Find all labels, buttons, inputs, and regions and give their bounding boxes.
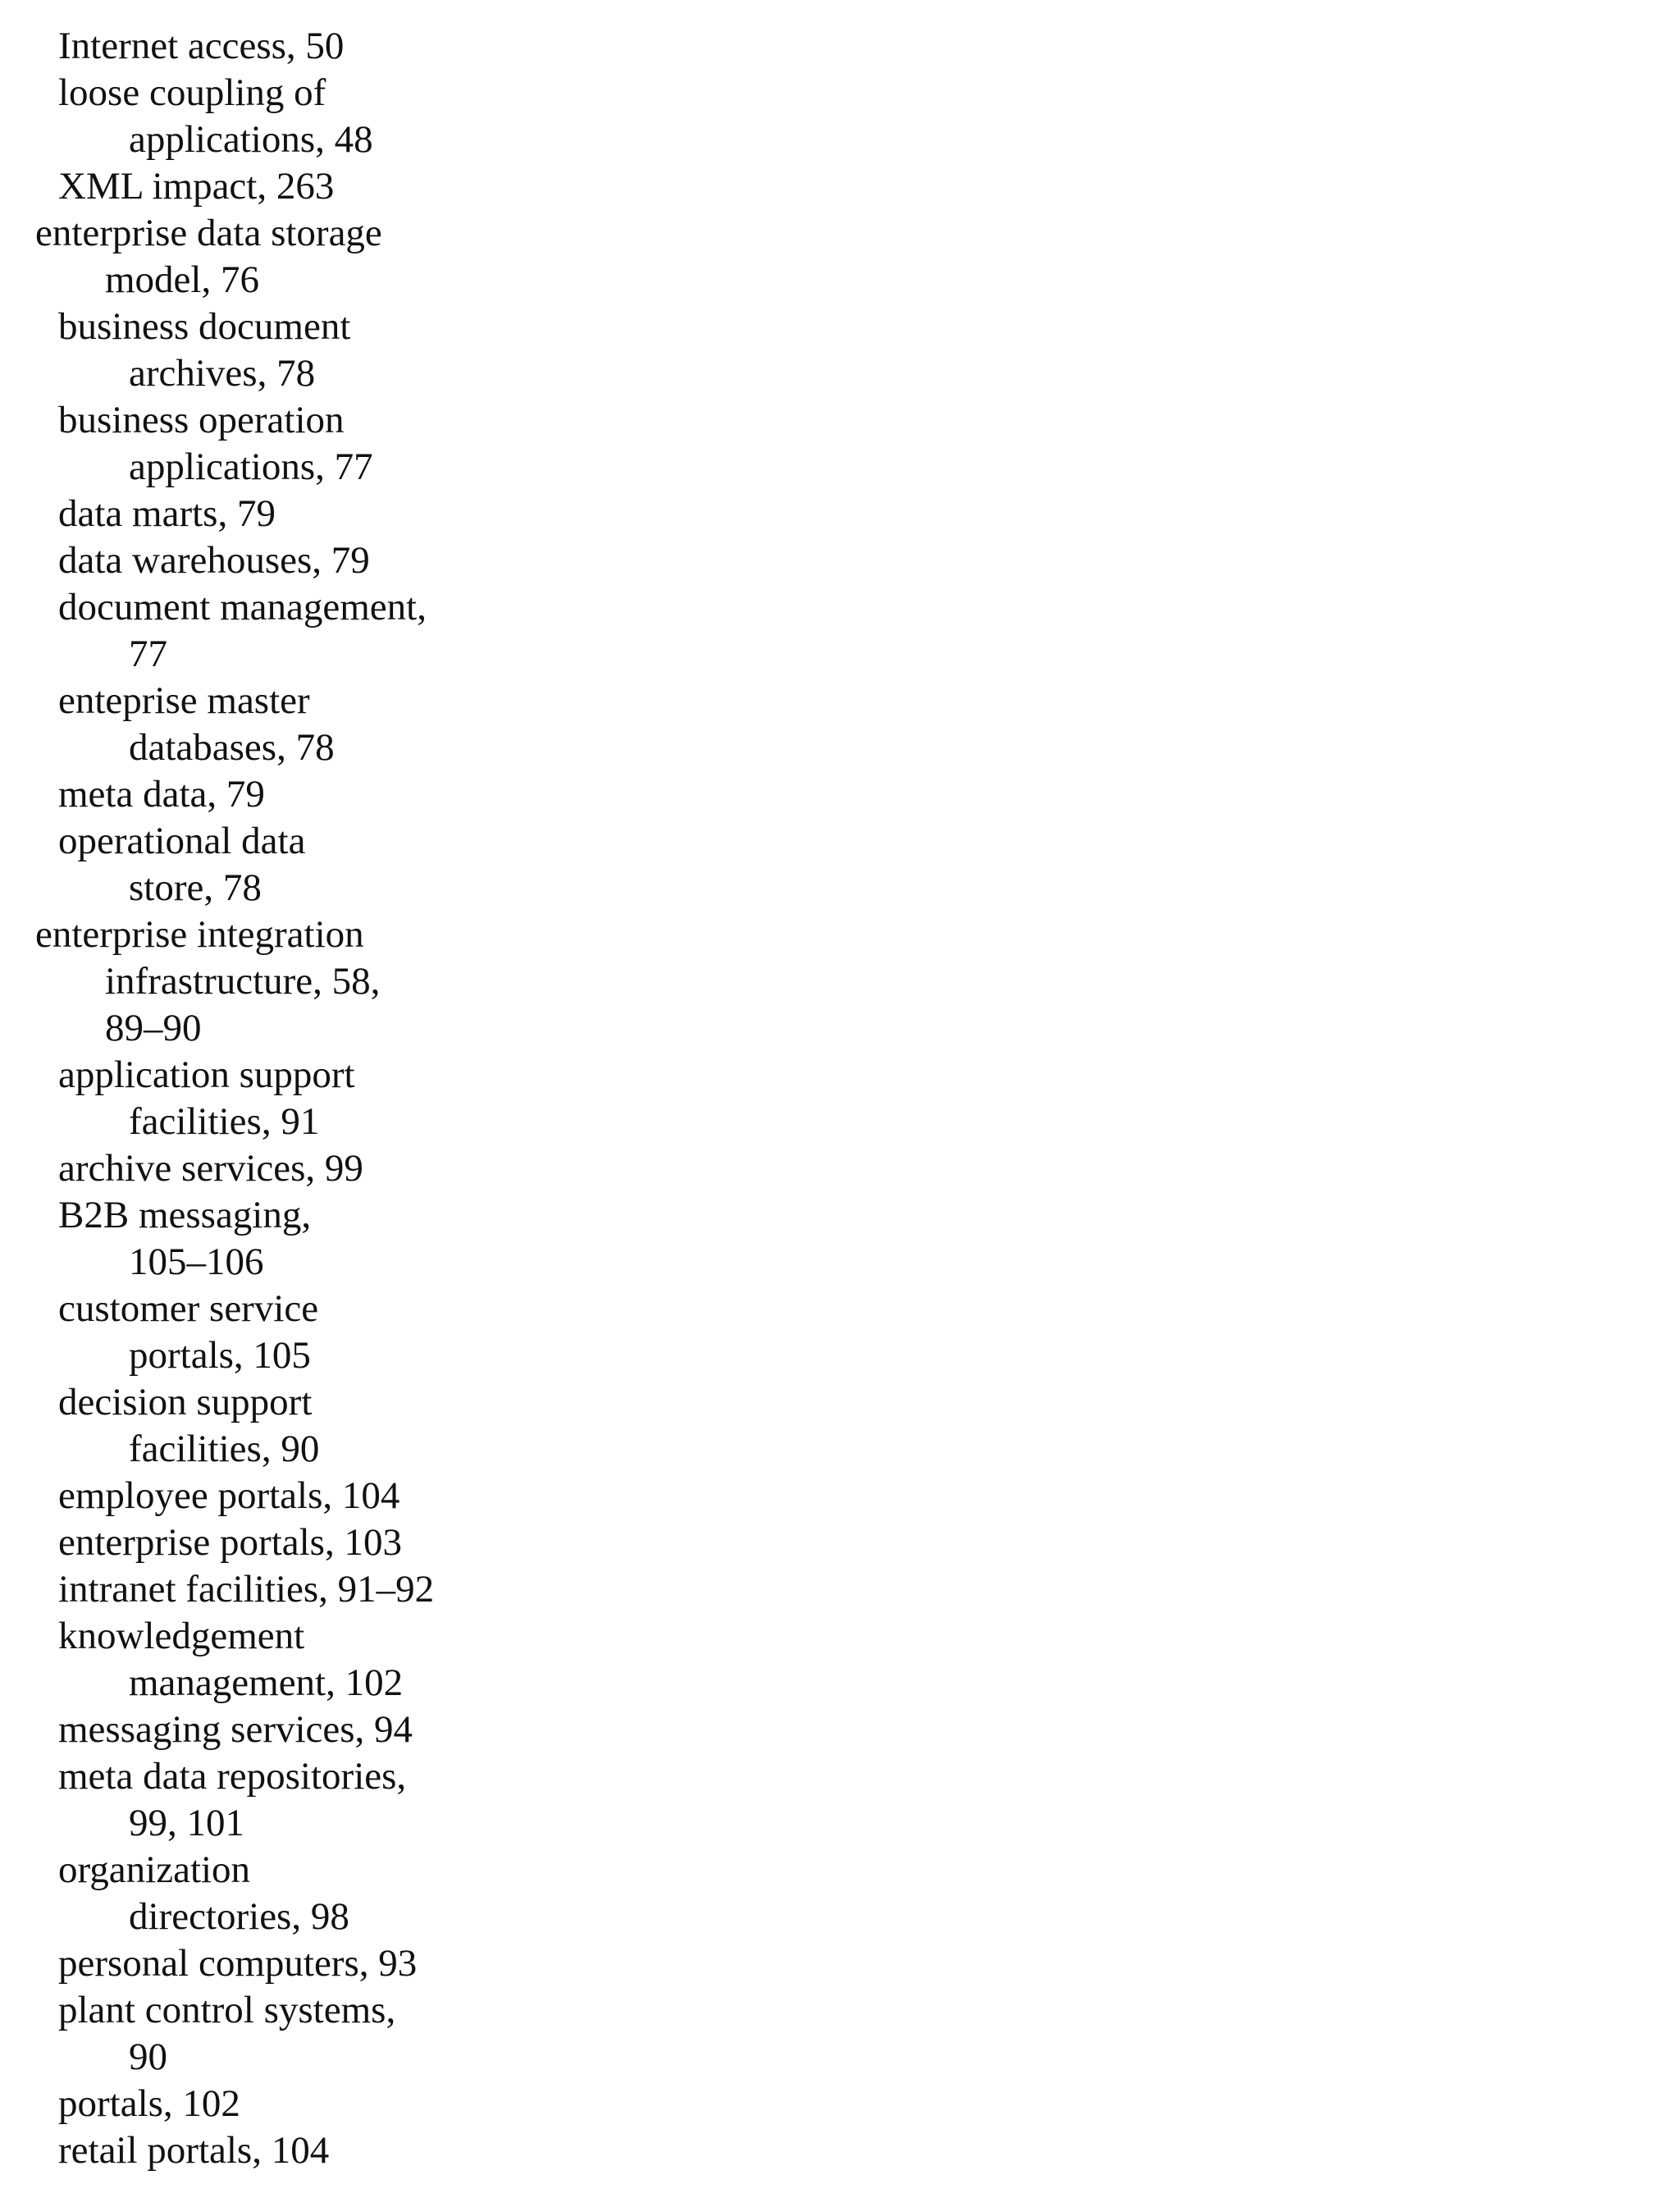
index-line: store, 78 bbox=[129, 866, 262, 909]
index-line: personal computers, 93 bbox=[58, 1942, 418, 1985]
index-line: retail portals, 104 bbox=[58, 2129, 330, 2172]
index-line: messaging services, 94 bbox=[58, 1708, 413, 1751]
index-line: knowledgement bbox=[58, 1615, 305, 1657]
index-line: facilities, 91 bbox=[129, 1100, 320, 1143]
index-line: applications, 48 bbox=[129, 118, 373, 161]
index-line: enteprise master bbox=[58, 679, 310, 722]
index-line: portals, 102 bbox=[58, 2082, 240, 2125]
index-line: archives, 78 bbox=[129, 352, 316, 395]
index-list bbox=[0, 23, 738, 2174]
index-line: data warehouses, 79 bbox=[58, 539, 370, 582]
index-line: customer service bbox=[58, 1287, 319, 1330]
index-line: decision support bbox=[58, 1381, 313, 1423]
index-line: organization bbox=[58, 1848, 251, 1891]
index-line: applications, 77 bbox=[129, 446, 373, 488]
index-line: model, 76 bbox=[105, 258, 259, 301]
index-line: business document bbox=[58, 305, 351, 348]
index-line: 90 bbox=[129, 2036, 167, 2078]
index-line: 99, 101 bbox=[129, 1802, 244, 1844]
index-line: document management, bbox=[58, 586, 427, 628]
index-line: 89–90 bbox=[105, 1007, 202, 1049]
index-line: business operation bbox=[58, 399, 345, 441]
index-line: portals, 105 bbox=[129, 1334, 311, 1377]
index-line: meta data repositories, bbox=[58, 1755, 407, 1798]
index-line: XML impact, 263 bbox=[58, 165, 335, 208]
index-line: facilities, 90 bbox=[129, 1428, 320, 1470]
index-line: enterprise data storage bbox=[35, 212, 382, 254]
index-line: loose coupling of bbox=[58, 71, 326, 114]
index-line: databases, 78 bbox=[129, 726, 335, 769]
index-line: archive services, 99 bbox=[58, 1147, 363, 1190]
index-line: intranet facilities, 91–92 bbox=[58, 1568, 435, 1611]
index-line: operational data bbox=[58, 820, 306, 862]
index-line: Internet access, 50 bbox=[58, 25, 345, 67]
index-line: plant control systems, bbox=[58, 1989, 396, 2031]
index-line: B2B messaging, bbox=[58, 1194, 312, 1236]
index-line: directories, 98 bbox=[129, 1895, 349, 1938]
index-line: 105–106 bbox=[129, 1241, 264, 1283]
index-line: enterprise portals, 103 bbox=[58, 1521, 402, 1564]
index-line: data marts, 79 bbox=[58, 492, 276, 535]
index-line: management, 102 bbox=[129, 1661, 404, 1704]
index-line: meta data, 79 bbox=[58, 773, 265, 816]
index-line: employee portals, 104 bbox=[58, 1474, 400, 1517]
index-line: infrastructure, 58, bbox=[105, 960, 381, 1003]
index-line: application support bbox=[58, 1053, 355, 1096]
index-line: enterprise integration bbox=[35, 913, 364, 956]
index-line: 77 bbox=[129, 633, 167, 675]
